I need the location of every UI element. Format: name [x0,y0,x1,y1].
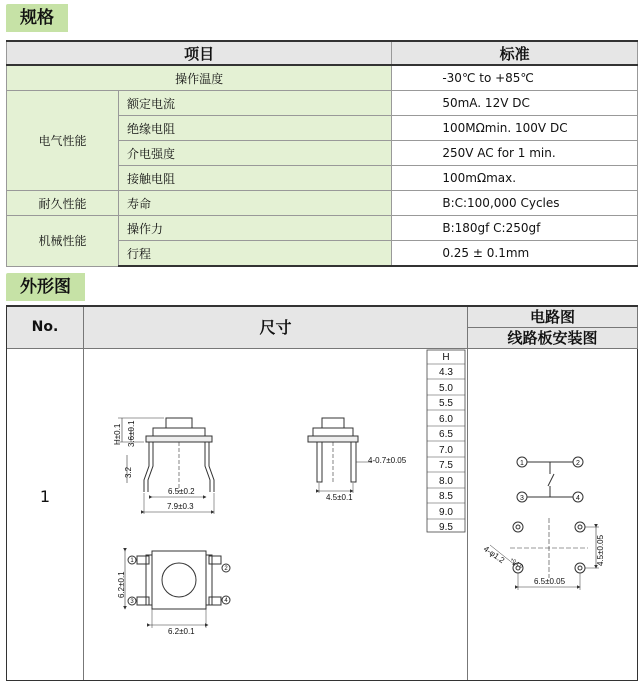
row-value: 50mA. 12V DC [392,91,638,116]
dim-3-6: 3.6±0.1 [127,420,136,447]
dim-6-5-pcb: 6.5±0.05 [534,577,566,586]
dim-hole-tolerance: +0.1 0 [508,556,524,570]
header-item: 项目 [7,41,392,65]
row-item: 寿命 [119,191,392,216]
pin-label: 1 [130,558,134,564]
header-standard: 标准 [392,41,638,65]
row-item: 操作力 [119,216,392,241]
outline-section-title: 外形图 [6,273,85,301]
row-value: 100mΩmax. [392,166,638,191]
dim-4-5: 4.5±0.1 [326,493,353,502]
row-item: 绝缘电阻 [119,116,392,141]
header-size: 尺寸 [84,307,468,349]
h-table-header: H [442,352,450,363]
h-value: 6.0 [439,414,453,425]
dim-6-2-vertical: 6.2±0.1 [117,571,126,598]
pin-label: 4 [224,598,228,604]
row-value: -30℃ to +85℃ [392,65,638,91]
row-item: 行程 [119,241,392,267]
pin-label: 1 [520,460,524,467]
pin-label: 4 [576,495,580,502]
pin-label: 2 [224,566,228,572]
h-value: 9.0 [439,507,453,518]
dim-6-2-horizontal: 6.2±0.1 [168,627,195,636]
side-view-drawing [308,418,372,493]
h-value: 6.5 [439,429,453,440]
row-value: 250V AC for 1 min. [392,141,638,166]
dim-hole-diameter: 4-φ1.2 [481,544,507,566]
dim-pin: 4-0.7±0.05 [368,456,407,465]
top-view-drawing [125,551,230,628]
h-value: 5.5 [439,398,453,409]
spec-section-title: 规格 [6,4,68,32]
row-item: 介电强度 [119,141,392,166]
dim-3-2: 3.2 [124,466,133,478]
row-value: 0.25 ± 0.1mm [392,241,638,267]
h-value: 8.5 [439,491,453,502]
row-value: B:180gf C:250gf [392,216,638,241]
row-value: 100MΩmin. 100V DC [392,116,638,141]
header-circuit: 电路图 [468,307,638,328]
circuit-diagram [517,457,583,502]
row-number: 1 [39,487,51,506]
row-group: 耐久性能 [7,191,119,216]
h-value: 7.0 [439,445,453,456]
header-pcb-layout: 线路板安装图 [468,328,638,349]
row-item: 接触电阻 [119,166,392,191]
h-value: 8.0 [439,476,453,487]
dim-7-9: 7.9±0.3 [167,502,194,511]
row-group: 机械性能 [7,216,119,267]
dim-h: H±0.1 [113,423,122,445]
h-value: 7.5 [439,460,453,471]
header-no: No. [7,307,84,349]
pin-label: 3 [520,495,524,502]
row-value: B:C:100,000 Cycles [392,191,638,216]
h-value: 9.5 [439,522,453,533]
row-item: 操作温度 [7,65,392,91]
pin-label: 2 [576,460,580,467]
dim-4-5-pcb: 4.5±0.05 [596,534,605,566]
row-group: 电气性能 [7,91,119,191]
h-value: 4.3 [439,367,453,378]
row-item: 额定电流 [119,91,392,116]
dim-6-5: 6.5±0.2 [168,487,195,496]
h-table [427,350,465,533]
pin-label: 3 [130,599,134,605]
h-value: 5.0 [439,383,453,394]
